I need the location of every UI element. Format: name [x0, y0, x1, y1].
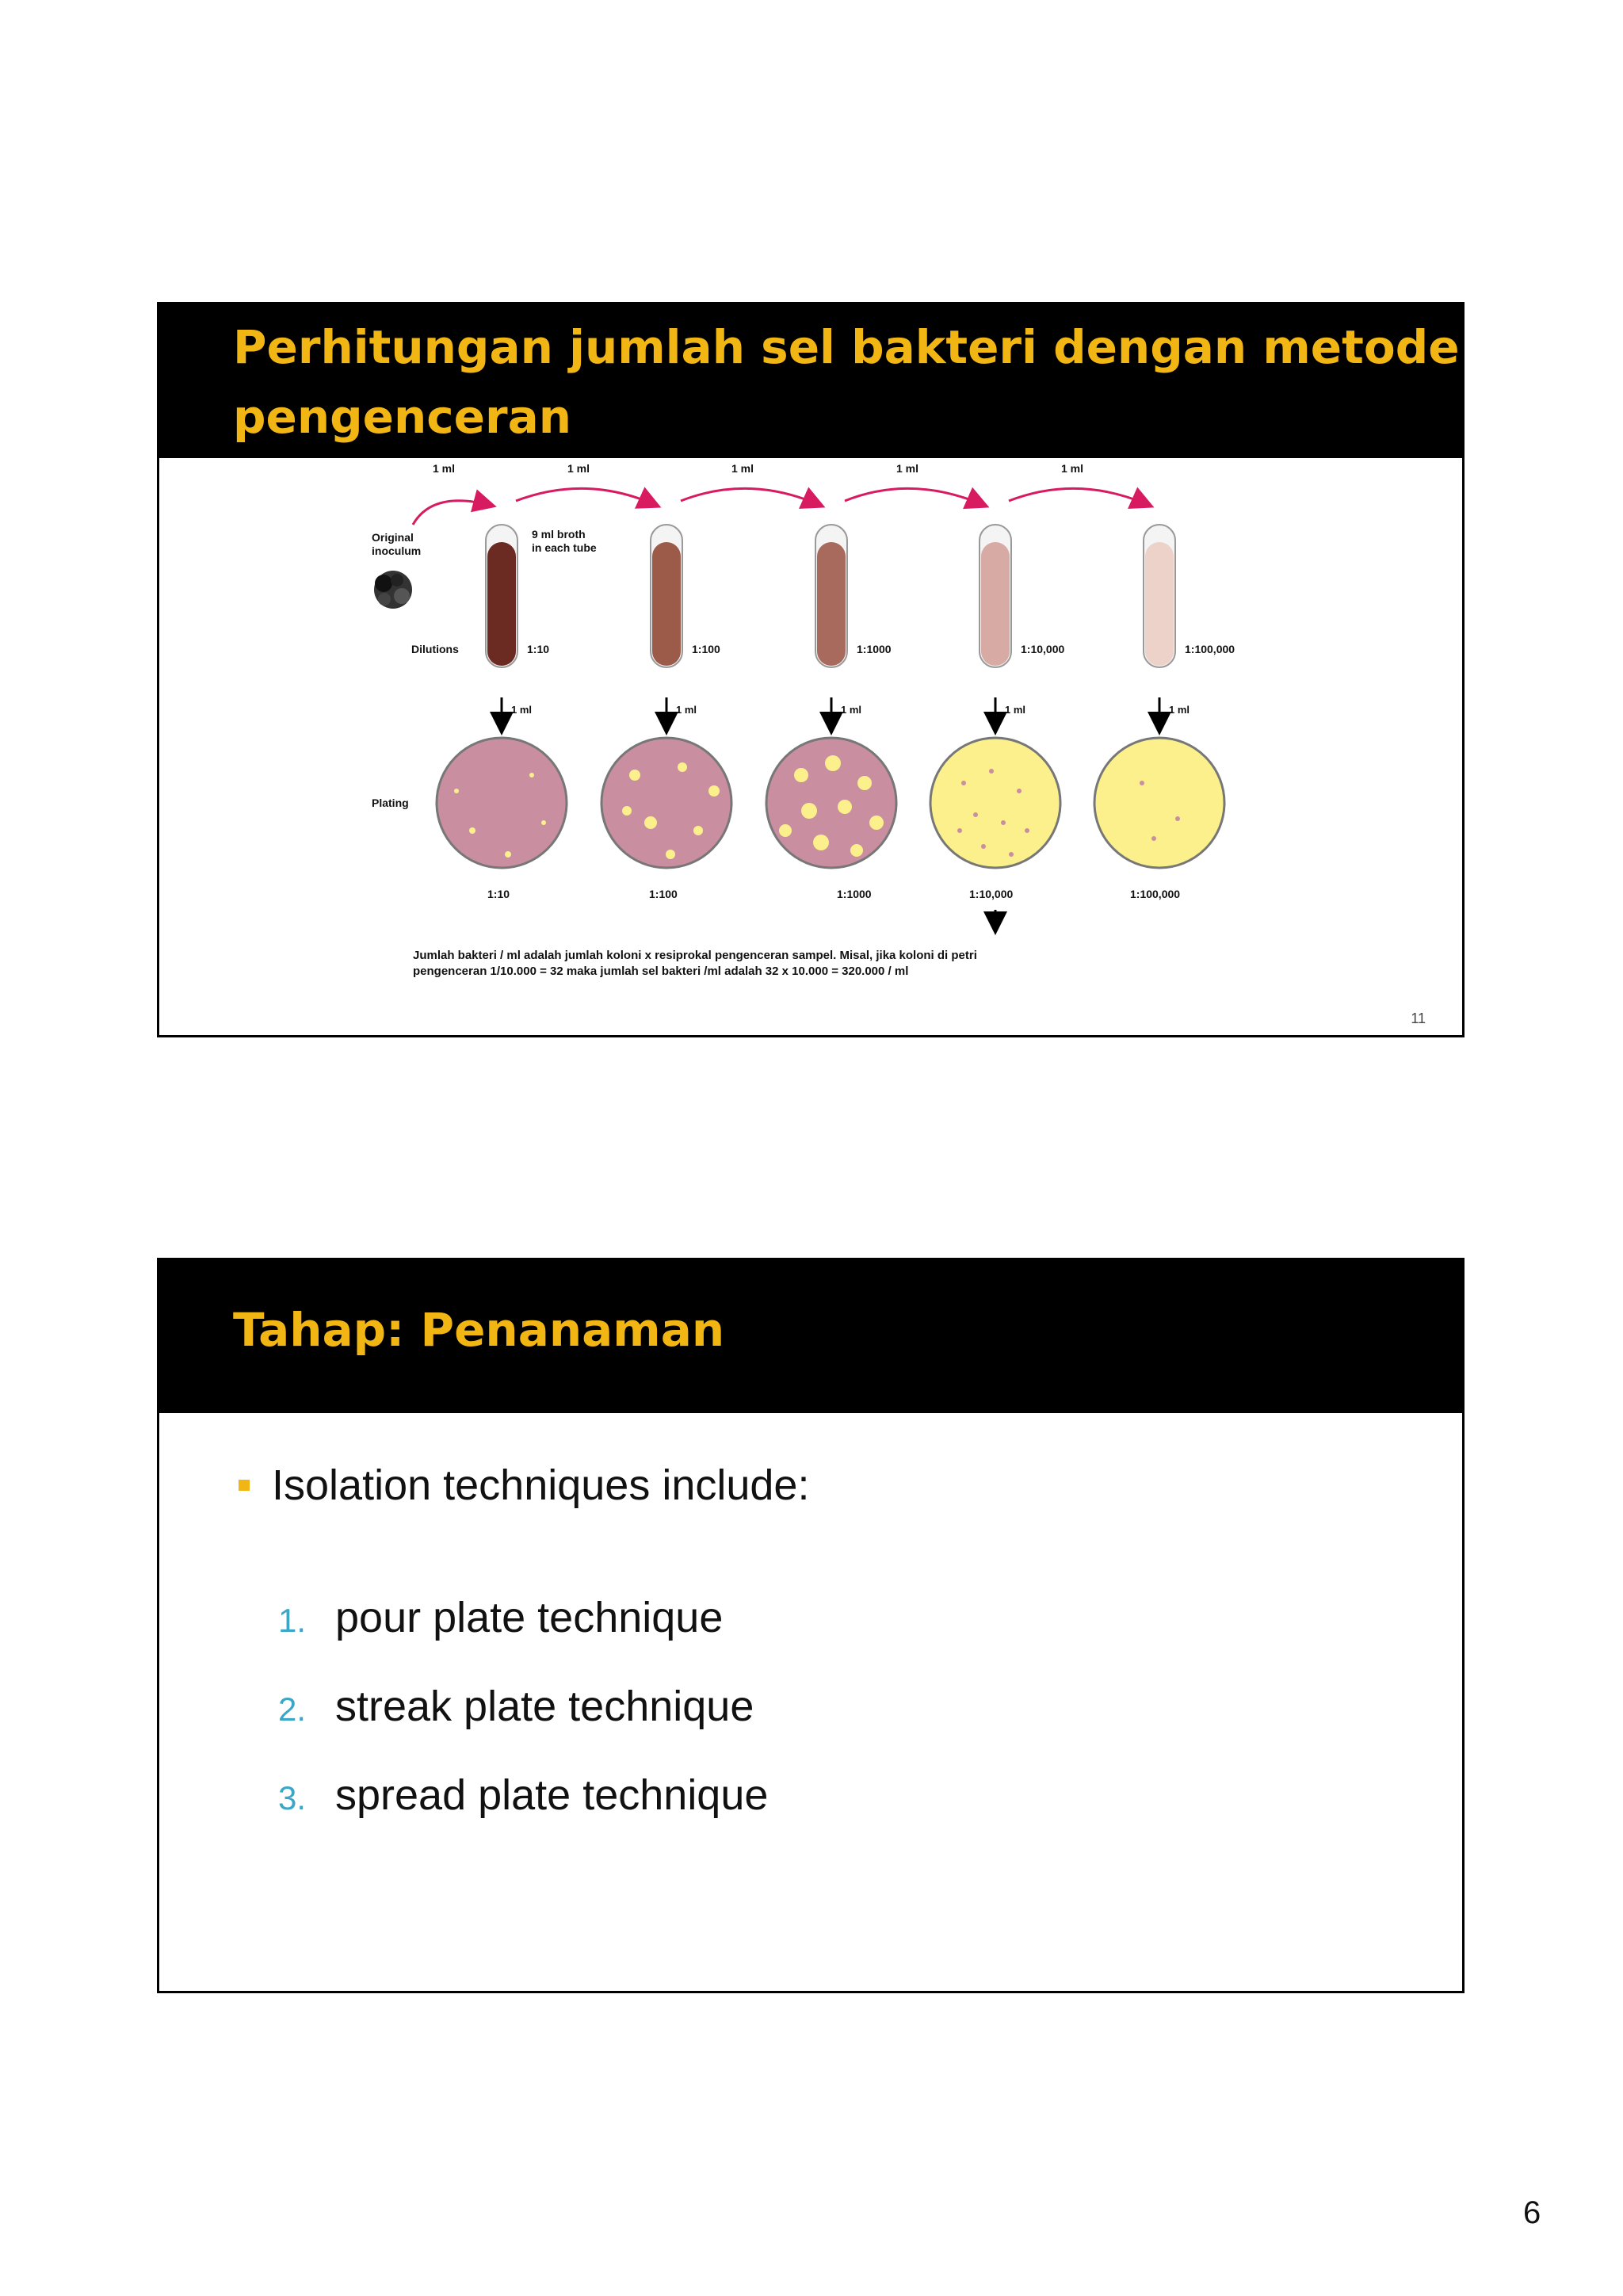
list-item: [278, 1593, 768, 1682]
transfer-arrow: [413, 501, 492, 525]
tube-dilution-label: 1:10: [527, 643, 550, 655]
test-tube: [1144, 525, 1175, 667]
petri-plate: [766, 738, 896, 868]
petri-plates: [437, 738, 1224, 868]
technique-list: [278, 1593, 768, 1859]
title-line-1: Perhitungan jumlah sel bakteri dengan metode: [233, 320, 1460, 374]
plate-transfer-label: 1 ml: [511, 704, 533, 716]
transfer-arrow: [1009, 488, 1150, 506]
test-tube: [651, 525, 682, 667]
transfer-label: 1 ml: [896, 462, 919, 475]
bullet-square-icon: [239, 1480, 250, 1491]
title-line-2: pengenceran: [233, 390, 572, 444]
bullet-text: Isolation techniques include:: [272, 1461, 810, 1509]
plate-transfer-label: 1 ml: [676, 704, 697, 716]
list-item: [278, 1682, 768, 1771]
caption-line: pengenceran 1/10.000 = 32 maka jumlah sel bakteri /ml adalah 32 x 10.000 = 320.000 / ml: [413, 965, 909, 978]
plate-transfer-label: 1 ml: [1005, 704, 1026, 716]
list-number: 3.: [278, 1779, 307, 1817]
transfer-label: 1 ml: [1061, 462, 1084, 475]
transfer-arrow: [845, 488, 985, 506]
dilution-diagram: [159, 458, 1462, 1035]
transfer-labels: [433, 462, 1083, 475]
slide-title: [233, 312, 1460, 452]
bullet-item: [239, 1461, 809, 1510]
list-item-text: spread plate technique: [335, 1771, 769, 1819]
list-item-text: pour plate technique: [335, 1594, 724, 1641]
slide-header: [159, 304, 1462, 458]
petri-plate: [930, 738, 1060, 868]
transfer-arrows: [413, 488, 1150, 525]
test-tube: [815, 525, 847, 667]
slide-number: 11: [1411, 1010, 1426, 1026]
petri-plate: [1094, 738, 1224, 868]
slide-title: Tahap: Penanaman: [233, 1303, 725, 1357]
plate-transfer-label: 1 ml: [1169, 704, 1190, 716]
inoculum-blob: [374, 571, 412, 609]
tube-dilution-label: 1:100: [692, 643, 720, 655]
slide-header: [159, 1260, 1462, 1413]
plate-dilution-label: 1:10,000: [969, 888, 1014, 900]
tube-dilution-labels: [527, 643, 1235, 655]
plate-dilution-label: 1:100,000: [1130, 888, 1181, 900]
slide-penanaman: [157, 1258, 1465, 1993]
plating-arrows: [502, 697, 1159, 731]
list-number: 1.: [278, 1602, 307, 1639]
plate-transfer-labels: [511, 704, 1190, 716]
transfer-arrow: [516, 488, 657, 506]
test-tube: [980, 525, 1011, 667]
petri-plate: [601, 738, 731, 868]
tube-dilution-label: 1:10,000: [1021, 643, 1065, 655]
tube-dilution-label: 1:100,000: [1185, 643, 1235, 655]
transfer-label: 1 ml: [433, 462, 456, 475]
page-number: 6: [1523, 2195, 1541, 2230]
plating-label: Plating: [372, 797, 409, 809]
list-number: 2.: [278, 1690, 307, 1728]
tube-dilution-label: 1:1000: [857, 643, 892, 655]
original-inoculum-label: Original: [372, 531, 414, 544]
slide-11: [157, 302, 1465, 1037]
list-item: [278, 1771, 768, 1859]
plate-dilution-label: 1:100: [649, 888, 678, 900]
plate-dilution-label: 1:1000: [837, 888, 872, 900]
broth-label: in each tube: [532, 541, 597, 554]
plate-dilution-label: 1:10: [487, 888, 510, 900]
original-inoculum-label: inoculum: [372, 544, 422, 557]
dilutions-label: Dilutions: [411, 643, 459, 655]
plate-transfer-label: 1 ml: [841, 704, 862, 716]
list-item-text: streak plate technique: [335, 1683, 754, 1730]
plate-dilution-labels: [487, 888, 1180, 900]
transfer-label: 1 ml: [731, 462, 754, 475]
caption-line: Jumlah bakteri / ml adalah jumlah koloni x resiprokal pengenceran sampel. Misal, jika koloni di petri: [413, 949, 977, 962]
transfer-label: 1 ml: [567, 462, 590, 475]
petri-plate: [437, 738, 567, 868]
transfer-arrow: [681, 488, 821, 506]
broth-label: 9 ml broth: [532, 528, 586, 541]
test-tube: [486, 525, 517, 667]
